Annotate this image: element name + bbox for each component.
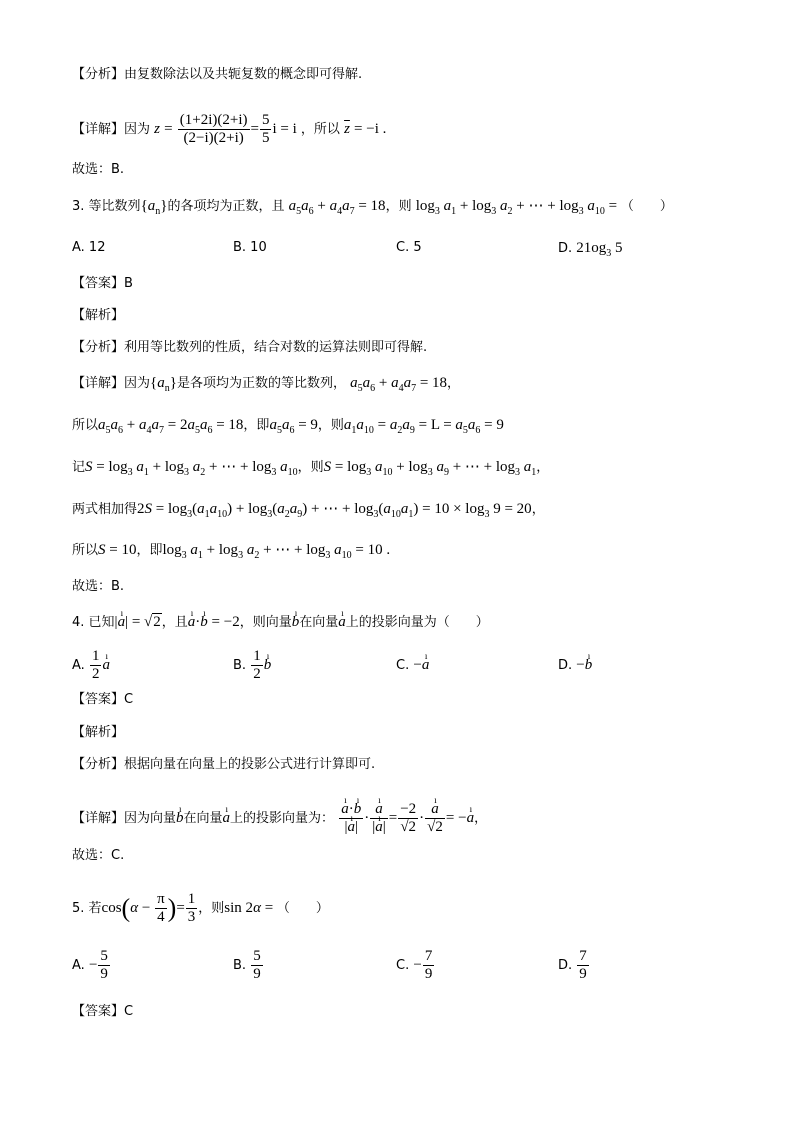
q5-option-d[interactable]: D. $\frac{7}{9}$ xyxy=(558,948,587,982)
q5-answer: 【答案】C xyxy=(72,1004,134,1019)
q3-option-c[interactable]: C. 5 xyxy=(396,240,422,255)
q4-done: 故选：C. xyxy=(72,848,125,863)
q4-analysis: 【分析】根据向量在向量上的投影公式进行计算即可. xyxy=(72,757,376,772)
detail-tag: 【详解】 xyxy=(72,122,125,137)
q3-option-b[interactable]: B. 10 xyxy=(233,240,267,255)
q3-option-d[interactable]: D. $21og_3$ 5 xyxy=(558,240,623,259)
complex-fraction: $\frac{(1+2i)(2+i)}{(2-i)(2+i)}$ xyxy=(179,112,248,146)
q4-detail: 【详解】因为向量ı b在向量ı a上的投影向量为： ı $\frac{\text{a·ı b}}{\text{|ı a|}}$ · ı $\frac{a}{\text{|ı a|}}$ = $\frac{-2}{√2}$ · ı $\frac{a}{√2}$ = −ı a， xyxy=(72,801,487,836)
q4-stem: 4. 已知|ı a| = √2，且ı a·ı b = −2，则向量ı b在向量ı a上的投影向量为（ ） xyxy=(72,613,489,632)
q3-detail-1: 【详解】因为$\{a_n\}$是各项均为正数的等比数列， $a_5a_6 + a_4a_7 = 18$， xyxy=(72,375,461,394)
q4-analysis-head: 【解析】 xyxy=(72,725,125,740)
q2-done: 故选：B. xyxy=(72,162,125,177)
q4-option-c[interactable]: C. −ı a xyxy=(396,656,429,675)
q5-option-b[interactable]: B. $\frac{5}{9}$ xyxy=(233,948,261,982)
q3-stem: 3. 等比数列$\{a_n\}$的各项均为正数，且 $a_5a_6 + a_4a_7 = 18$，则 $\log_3 a_1 + \log_3 a_2$ + ⋯ + $\log_3 a_{10}$ = （ ） xyxy=(72,198,673,217)
q2-detail-line: 【详解】因为 z = $\frac{(1+2i)(2+i)}{(2-i)(2+i)}$ = $\frac{5}{5}$ i = i ，所以 $\overline{z} = -i$ . xyxy=(72,112,387,146)
q3-detail-3: 记$S = \log_3 a_1 + \log_3 a_2$ + ⋯ + $\log_3 a_{10}$，则$S = \log_3 a_{10} + \log_3 a_9$ + ⋯ + $\log_3 a_1$， xyxy=(72,459,550,478)
q3-analysis: 【分析】利用等比数列的性质，结合对数的运算法则即可得解. xyxy=(72,340,428,355)
analysis-text: 由复数除法以及共轭复数的概念即可得解. xyxy=(124,67,363,82)
q3-option-a[interactable]: A. 12 xyxy=(72,240,106,255)
q3-analysis-head: 【解析】 xyxy=(72,308,125,323)
q5-option-c[interactable]: C. − $\frac{7}{9}$ xyxy=(396,948,433,982)
q4-answer: 【答案】C xyxy=(72,692,134,707)
q3-detail-5: 所以S = 10，即$\log_3 a_1 + \log_3 a_2$ + ⋯ + $\log_3 a_{10} = 10$ . xyxy=(72,542,391,561)
q3-done: 故选：B. xyxy=(72,579,125,594)
q2-analysis-line xyxy=(72,66,362,84)
q3-answer: 【答案】B xyxy=(72,276,133,291)
q5-stem: 5. 若cos(α − $\frac{\pi}{4}$ )= $\frac{1}{3}$ ，则sin 2α = （ ） xyxy=(72,891,329,925)
q4-option-b[interactable]: B. $\frac{1}{2}$ ı b xyxy=(233,648,271,683)
q5-option-a[interactable]: A. − $\frac{5}{9}$ xyxy=(72,948,108,982)
q3-detail-4: 两式相加得$2S = \log_3(a_1a_{10}) + \log_3(a_2a_9)$ + ⋯ + $\log_3(a_{10}a_1) = 10 \times \log_3 9 = 20$， xyxy=(72,501,545,520)
analysis-tag: 【分析】 xyxy=(72,67,125,82)
answer-tag: 【答案】 xyxy=(72,276,125,291)
q4-option-a[interactable]: A. $\frac{1}{2}$ ı a xyxy=(72,648,110,683)
q3-detail-2: 所以$a_5a_6 + a_4a_7 = 2a_5a_6 = 18$，即$a_5a_6 = 9$，则$a_1a_{10} = a_2a_9 = L = a_5a_6 = 9$ xyxy=(72,417,504,436)
q4-option-d[interactable]: D. −ı b xyxy=(558,656,592,675)
